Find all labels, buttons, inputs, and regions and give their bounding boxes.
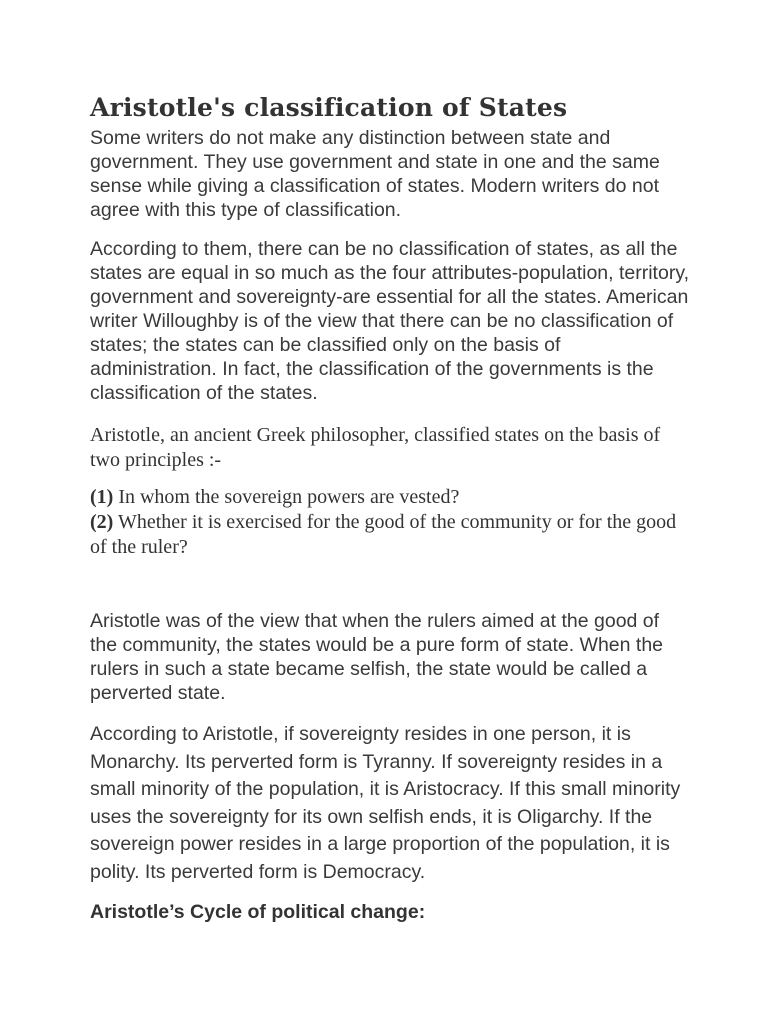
principle-text: In whom the sovereign powers are vested?: [113, 486, 460, 508]
paragraph-pure-perverted: Aristotle was of the view that when the rulers aimed at the good of the community, the states would be a pure form of state. When the rulers in such a state became selfish, the state would be called a perverted state.: [90, 610, 664, 704]
section-subheading: Aristotle’s Cycle of political change:: [90, 901, 426, 923]
document-title: Aristotle's classification of States: [90, 93, 568, 122]
principle-number: (2): [90, 511, 114, 533]
paragraph-no-classification: According to them, there can be no classification of states, as all the states are equal in so much as the four attributes-population, territory, government and sovereignty-are essential for all the states. American writer Willoughby is of the view that there can be no classification of states; the states can be classified only on the basis of administration. In fact, the classification of the governments is the classification of the states.: [90, 238, 690, 404]
paragraph-forms-of-state: According to Aristotle, if sovereignty resides in one person, it is Monarchy. Its perverted form is Tyranny. If sovereignty resides in a small minority of the population, it is Aristocracy. If this small minority uses the sovereignty for its own selfish ends, it is Oligarchy. If the sovereign power resides in a large proportion of the population, it is polity. Its perverted form is Democracy.: [90, 723, 681, 883]
principle-item: [90, 485, 690, 510]
principle-item: [90, 510, 690, 560]
paragraph-aristotle-principles: Aristotle, an ancient Greek philosopher, classified states on the basis of two principles :-: [90, 424, 661, 471]
principles-list: [90, 485, 690, 560]
principle-text: Whether it is exercised for the good of the community or for the good of the ruler?: [90, 511, 677, 558]
paragraph-intro: Some writers do not make any distinction between state and government. They use government and state in one and the same sense while giving a classification of states. Modern writers do not agree with this type of classification.: [90, 127, 660, 221]
document-page: [90, 92, 690, 924]
principle-number: (1): [90, 486, 114, 508]
